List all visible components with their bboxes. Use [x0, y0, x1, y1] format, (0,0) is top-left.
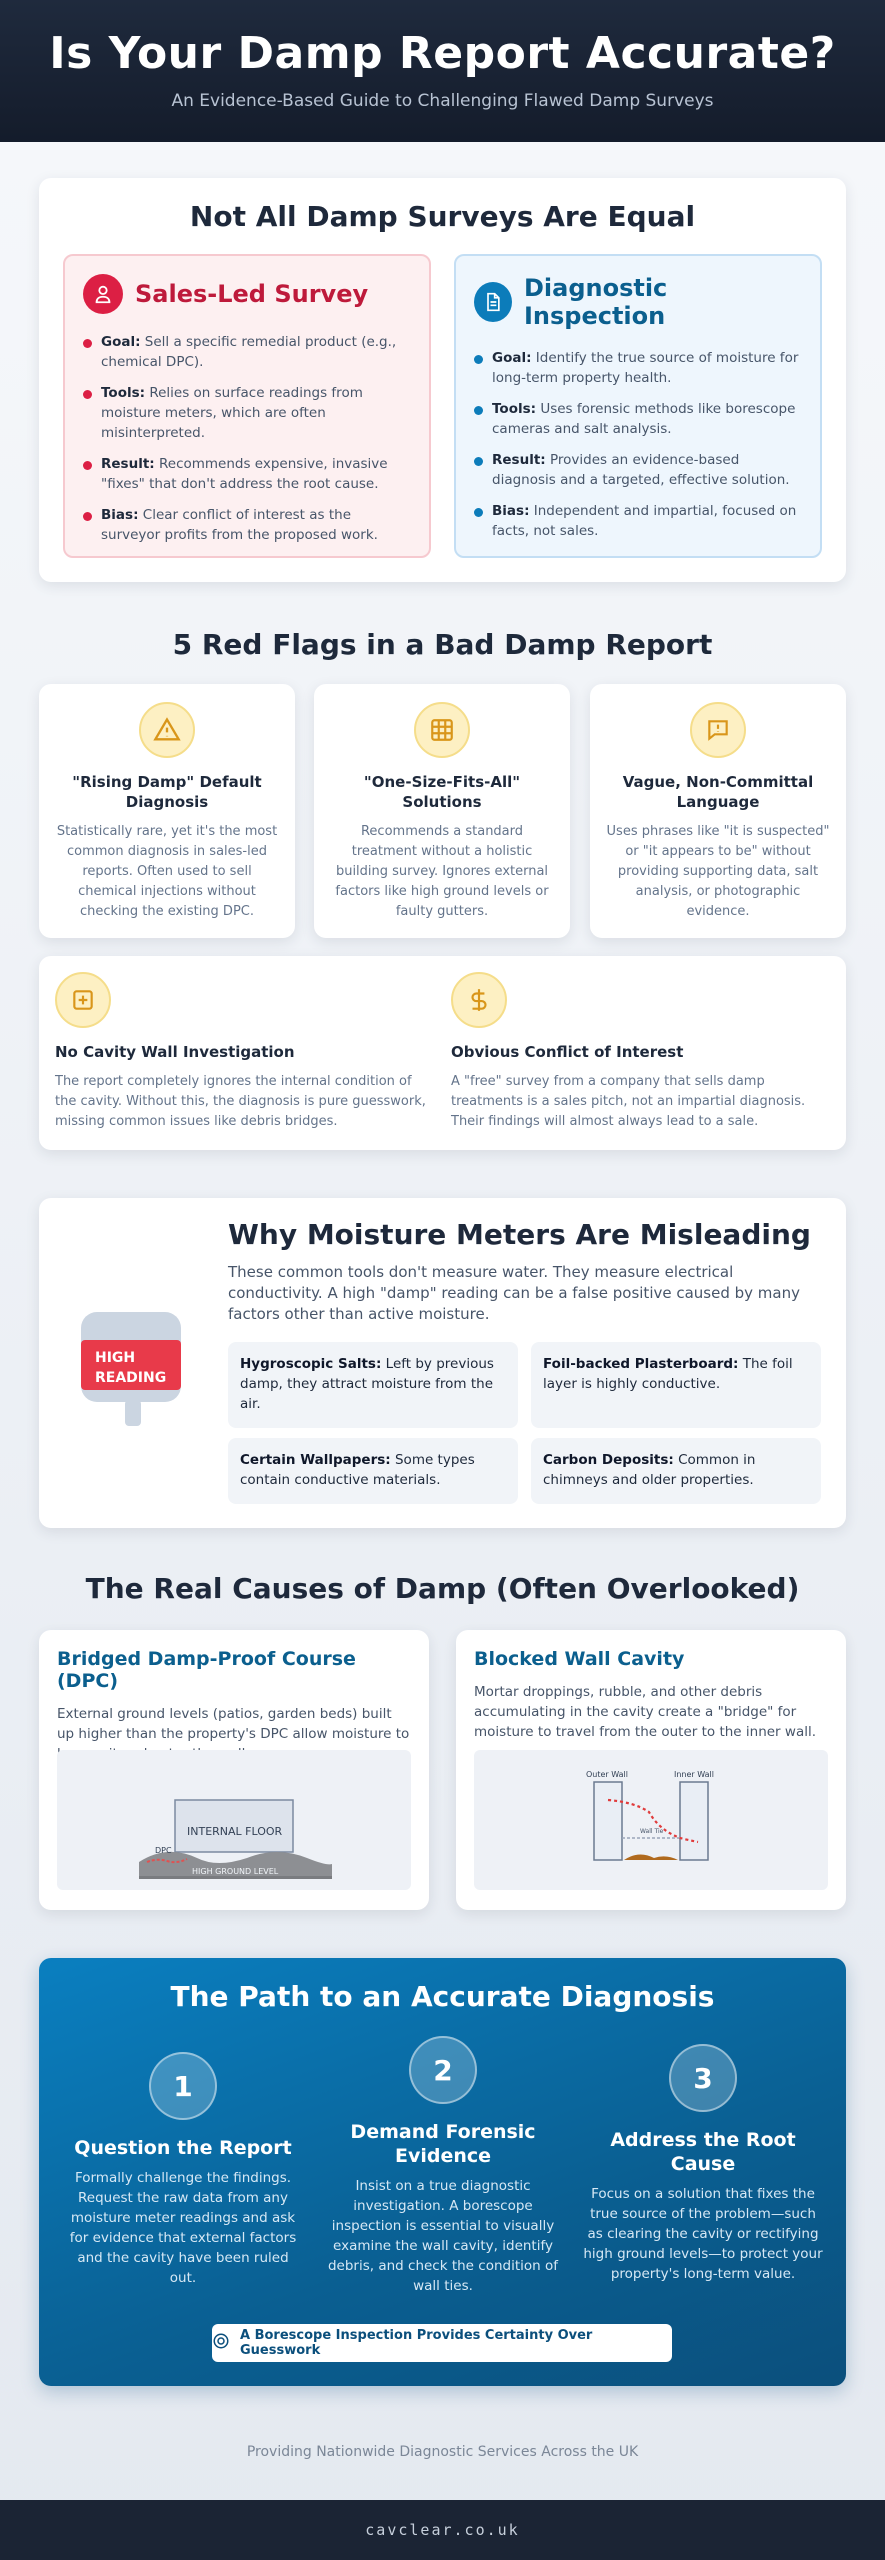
step-number: 2: [409, 2036, 477, 2104]
red-flag-item: [55, 972, 430, 1132]
red-flag-title: No Cavity Wall Investigation: [55, 1043, 295, 1061]
step-title: Demand Forensic Evidence: [350, 2121, 536, 2167]
red-flag-card: [314, 684, 570, 938]
page-title: Is Your Damp Report Accurate?: [49, 28, 836, 79]
hero-header: [0, 0, 885, 142]
borescope-cta-button[interactable]: [212, 2324, 672, 2362]
factor-item: Carbon Deposits: Common in chimneys and older properties.: [531, 1438, 821, 1504]
document-icon: [474, 282, 512, 322]
list-item: Tools: Uses forensic methods like borescope cameras and salt analysis.: [474, 399, 802, 439]
comparison-title: Not All Damp Surveys Are Equal: [189, 200, 696, 233]
path-title: The Path to an Accurate Diagnosis: [170, 1980, 715, 2013]
list-item: Result: Provides an evidence-based diagnosis and a targeted, effective solution.: [474, 450, 802, 490]
dollar-icon: [451, 972, 507, 1028]
red-flag-text: Recommends a standard treatment without a holistic building survey. Ignores external factors like high ground levels or faulty gutters.: [335, 824, 549, 919]
list-item: Result: Recommends expensive, invasive "fixes" that don't address the root cause.: [83, 454, 411, 494]
path-section: [39, 1958, 846, 2386]
moisture-meter-illustration: [77, 1310, 185, 1430]
step-text: Focus on a solution that fixes the true source of the problem—such as clearing the cavity or rectifying high ground levels—to protect your property's long-term value.: [583, 2186, 823, 2282]
site-footer: [0, 2500, 885, 2560]
red-flag-title: Vague, Non-Committal Language: [622, 773, 814, 811]
footer-link[interactable]: cavclear.co.uk: [365, 2521, 520, 2539]
user-icon: [83, 274, 123, 314]
sales-led-card: [63, 254, 431, 558]
cause-card-cavity: [456, 1630, 846, 1910]
cause-title: Bridged Damp-Proof Course (DPC): [57, 1648, 356, 1692]
moisture-meters-lead: These common tools don't measure water. They measure electrical conductivity. A high "damp" reading can be a false positive caused by many factors other than active moisture.: [228, 1263, 800, 1323]
list-item: Bias: Clear conflict of interest as the surveyor profits from the proposed work.: [83, 505, 411, 545]
path-step: [323, 2036, 563, 2296]
list-item: Goal: Identify the true source of moisture for long-term property health.: [474, 348, 802, 388]
cta-label: A Borescope Inspection Provides Certainty Over Guesswork: [240, 2328, 593, 2358]
causes-title: The Real Causes of Damp (Often Overlooked): [85, 1572, 800, 1605]
footnote: Providing Nationwide Diagnostic Services Across the UK: [246, 2444, 639, 2460]
grid-icon: [414, 702, 470, 758]
list-item: Tools: Relies on surface readings from moisture meters, which are often misinterpreted.: [83, 383, 411, 443]
red-flag-card: [590, 684, 846, 938]
red-flag-text: The report completely ignores the internal condition of the cavity. Without this, the diagnosis is pure guesswork, missing common issues like debris bridges.: [55, 1074, 426, 1129]
cause-text: Mortar droppings, rubble, and other debris accumulating in the cavity create a "bridge" for moisture to travel from the outer to the inner wall.: [474, 1684, 817, 1740]
red-flags-title: 5 Red Flags in a Bad Damp Report: [172, 628, 713, 661]
path-step: [63, 2052, 303, 2288]
diagram-label-dpc: DPC: [155, 1846, 172, 1855]
step-title: Question the Report: [74, 2137, 292, 2159]
diagram-label-ground: HIGH GROUND LEVEL: [192, 1867, 279, 1876]
factor-item: Foil-backed Plasterboard: The foil layer is highly conductive.: [531, 1342, 821, 1428]
diagnostic-card: [454, 254, 822, 558]
step-text: Formally challenge the findings. Request the raw data from any moisture meter readings and ask for evidence that external factors and the cavity have been ruled out.: [69, 2170, 297, 2286]
red-flags-wide-card: [39, 956, 846, 1150]
red-flag-item: [451, 972, 826, 1132]
diagram-label-floor: INTERNAL FLOOR: [187, 1825, 283, 1838]
moisture-meters-section: [39, 1198, 846, 1528]
bridged-dpc-diagram: [57, 1750, 411, 1890]
red-flag-text: Statistically rare, yet it's the most common diagnosis in sales-led reports. Often used to sell chemical injections without checking the existing DPC.: [56, 824, 278, 919]
moisture-meters-title: Why Moisture Meters Are Misleading: [228, 1218, 811, 1251]
red-flag-text: Uses phrases like "it is suspected" or "it appears to be" without providing supporting data, salt analysis, or photographic evidence.: [606, 824, 830, 919]
step-title: Address the Root Cause: [610, 2129, 796, 2175]
plus-square-icon: [55, 972, 111, 1028]
comparison-section: [39, 178, 846, 582]
factor-item: Certain Wallpapers: Some types contain conductive materials.: [228, 1438, 518, 1504]
cause-card-dpc: [39, 1630, 429, 1910]
diagnostic-list: [474, 348, 802, 541]
cause-text: External ground levels (patios, garden beds) built up higher than the property's DPC allow moisture to: [57, 1706, 410, 1742]
step-number: 3: [669, 2044, 737, 2112]
sales-led-list: [83, 332, 411, 545]
chat-icon: [690, 702, 746, 758]
red-flag-title: "Rising Damp" Default Diagnosis: [72, 773, 262, 811]
meter-label: READING: [95, 1370, 167, 1386]
cause-title: Blocked Wall Cavity: [474, 1648, 685, 1670]
diagram-label-outer-wall: Outer Wall: [586, 1770, 629, 1779]
factor-item: Hygroscopic Salts: Left by previous damp, they attract moisture from the air.: [228, 1342, 518, 1428]
diagram-label-wall-tie: Wall Tie: [640, 1828, 664, 1835]
diagram-label-inner-wall: Inner Wall: [674, 1770, 714, 1779]
step-text: Insist on a true diagnostic investigation. A borescope inspection is essential to visually examine the wall cavity, identify debris, and check the condition of wall ties.: [327, 2178, 559, 2294]
diagnostic-title: Diagnostic Inspection: [523, 274, 668, 330]
red-flag-text: A "free" survey from a company that sells damp treatments is a sales pitch, not an impartial diagnosis. Their findings will almost always lead to a sale.: [451, 1074, 806, 1129]
red-flag-title: Obvious Conflict of Interest: [451, 1043, 684, 1061]
red-flag-card: [39, 684, 295, 938]
list-item: Goal: Sell a specific remedial product (e.g., chemical DPC).: [83, 332, 411, 372]
step-number: 1: [149, 2052, 217, 2120]
warning-icon: [139, 702, 195, 758]
meter-label: HIGH: [95, 1350, 136, 1366]
red-flag-title: "One-Size-Fits-All" Solutions: [363, 773, 521, 811]
list-item: Bias: Independent and impartial, focused on facts, not sales.: [474, 501, 802, 541]
page-subtitle: An Evidence-Based Guide to Challenging Flawed Damp Surveys: [171, 91, 714, 111]
path-step: [583, 2044, 823, 2284]
sales-led-title: Sales-Led Survey: [135, 280, 369, 308]
target-icon: [212, 2332, 230, 2354]
blocked-cavity-diagram: [474, 1750, 828, 1890]
